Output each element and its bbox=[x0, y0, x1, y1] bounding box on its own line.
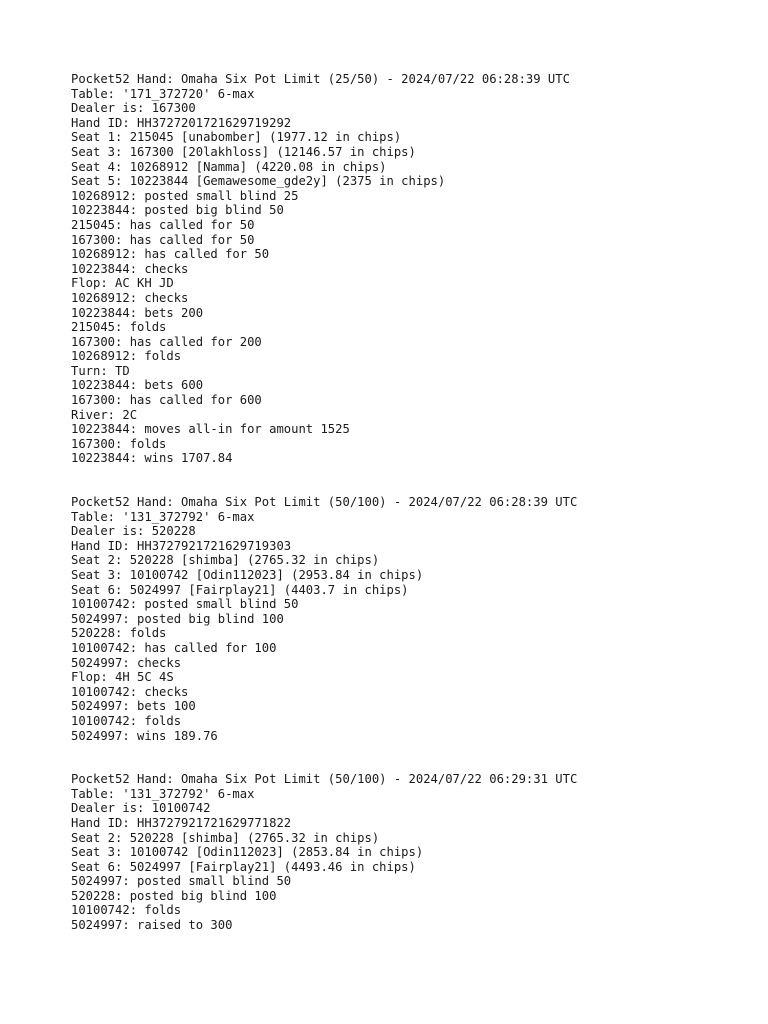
hand-log-line: 10100742: posted small blind 50 bbox=[71, 597, 299, 612]
hand-log-line: Seat 5: 10223844 [Gemawesome_gde2y] (2375 in chips) bbox=[71, 174, 446, 189]
hand-log-line: 10100742: checks bbox=[71, 684, 189, 699]
hand-log-line: 10223844: checks bbox=[71, 261, 189, 276]
hand-log-line: Table: '131_372792' 6-max bbox=[71, 786, 255, 801]
hand-log-line: 10268912: folds bbox=[71, 349, 182, 364]
hand-log-line: Table: '171_372720' 6-max bbox=[71, 86, 255, 101]
hand-log-line: Flop: AC KH JD bbox=[71, 276, 174, 291]
document-page bbox=[71, 72, 731, 933]
hand-log-line: 5024997: posted small blind 50 bbox=[71, 874, 292, 889]
hand-log-line: Dealer is: 10100742 bbox=[71, 801, 211, 816]
hand-log-line: Hand ID: HH3727921721629719303 bbox=[71, 538, 292, 553]
hand-log-line: 10100742: has called for 100 bbox=[71, 640, 277, 655]
hand-log-line: 5024997: posted big blind 100 bbox=[71, 611, 284, 626]
hand-log-line: 5024997: bets 100 bbox=[71, 699, 196, 714]
hand-history-block bbox=[71, 495, 731, 743]
hand-history-block bbox=[71, 772, 731, 933]
hand-log-line: 167300: folds bbox=[71, 436, 167, 451]
hand-log-line: 215045: has called for 50 bbox=[71, 217, 255, 232]
hand-log-line: 167300: has called for 600 bbox=[71, 393, 262, 408]
hand-log-line: Flop: 4H 5C 4S bbox=[71, 670, 174, 685]
hand-log-line: 167300: has called for 200 bbox=[71, 334, 262, 349]
hand-log-line: Pocket52 Hand: Omaha Six Pot Limit (25/50) - 2024/07/22 06:28:39 UTC bbox=[71, 72, 570, 86]
hand-log-line: River: 2C bbox=[71, 407, 138, 422]
hand-log-line: 520228: folds bbox=[71, 626, 167, 641]
hand-log-line: 10268912: posted small blind 25 bbox=[71, 188, 299, 203]
hand-log-line: Turn: TD bbox=[71, 363, 130, 378]
hand-log-line: 10223844: bets 600 bbox=[71, 378, 204, 393]
hand-log-line: 520228: posted big blind 100 bbox=[71, 888, 277, 903]
hand-log-line: 5024997: raised to 300 bbox=[71, 918, 233, 933]
hand-log-line: 215045: folds bbox=[71, 320, 167, 335]
hand-log-line: Seat 2: 520228 [shimba] (2765.32 in chips) bbox=[71, 830, 380, 845]
hand-log-line: 10100742: folds bbox=[71, 713, 182, 728]
hand-log-line: 10223844: posted big blind 50 bbox=[71, 203, 284, 218]
hand-log-line: Seat 3: 10100742 [Odin112023] (2953.84 in chips) bbox=[71, 568, 424, 582]
hand-log-line: Seat 2: 520228 [shimba] (2765.32 in chips) bbox=[71, 553, 380, 568]
hand-log-line: Hand ID: HH3727201721629719292 bbox=[71, 115, 292, 130]
hand-log-line: Dealer is: 167300 bbox=[71, 101, 196, 116]
hand-log-line: 10268912: has called for 50 bbox=[71, 247, 270, 262]
hand-log-line: Table: '131_372792' 6-max bbox=[71, 509, 255, 524]
hand-log-line: 10100742: folds bbox=[71, 903, 182, 918]
hand-log-line: 5024997: checks bbox=[71, 655, 182, 670]
hand-log-line: 10223844: moves all-in for amount 1525 bbox=[71, 422, 350, 437]
hand-log-line: Seat 4: 10268912 [Namma] (4220.08 in chips) bbox=[71, 159, 387, 174]
hand-log-line: Seat 6: 5024997 [Fairplay21] (4403.7 in chips) bbox=[71, 582, 409, 597]
hand-log-line: Pocket52 Hand: Omaha Six Pot Limit (50/100) - 2024/07/22 06:28:39 UTC bbox=[71, 495, 578, 510]
hand-log-line: 10223844: bets 200 bbox=[71, 305, 204, 320]
hand-log-line: Seat 1: 215045 [unabomber] (1977.12 in chips) bbox=[71, 130, 402, 145]
hand-log-line: Seat 6: 5024997 [Fairplay21] (4493.46 in chips) bbox=[71, 859, 416, 874]
hand-log-line: Hand ID: HH3727921721629771822 bbox=[71, 815, 292, 830]
hand-log-line: 167300: has called for 50 bbox=[71, 232, 255, 247]
hand-log-line: Dealer is: 520228 bbox=[71, 524, 196, 539]
hand-log-line: 10223844: wins 1707.84 bbox=[71, 451, 233, 466]
hand-history-block bbox=[71, 72, 731, 466]
hand-log-line: Pocket52 Hand: Omaha Six Pot Limit (50/100) - 2024/07/22 06:29:31 UTC bbox=[71, 772, 578, 787]
hand-log-line: 5024997: wins 189.76 bbox=[71, 728, 218, 743]
hand-log-line: Seat 3: 10100742 [Odin112023] (2853.84 in chips) bbox=[71, 845, 424, 860]
hand-log-line: Seat 3: 167300 [20lakhloss] (12146.57 in chips) bbox=[71, 144, 416, 159]
hand-log-line: 10268912: checks bbox=[71, 290, 189, 305]
